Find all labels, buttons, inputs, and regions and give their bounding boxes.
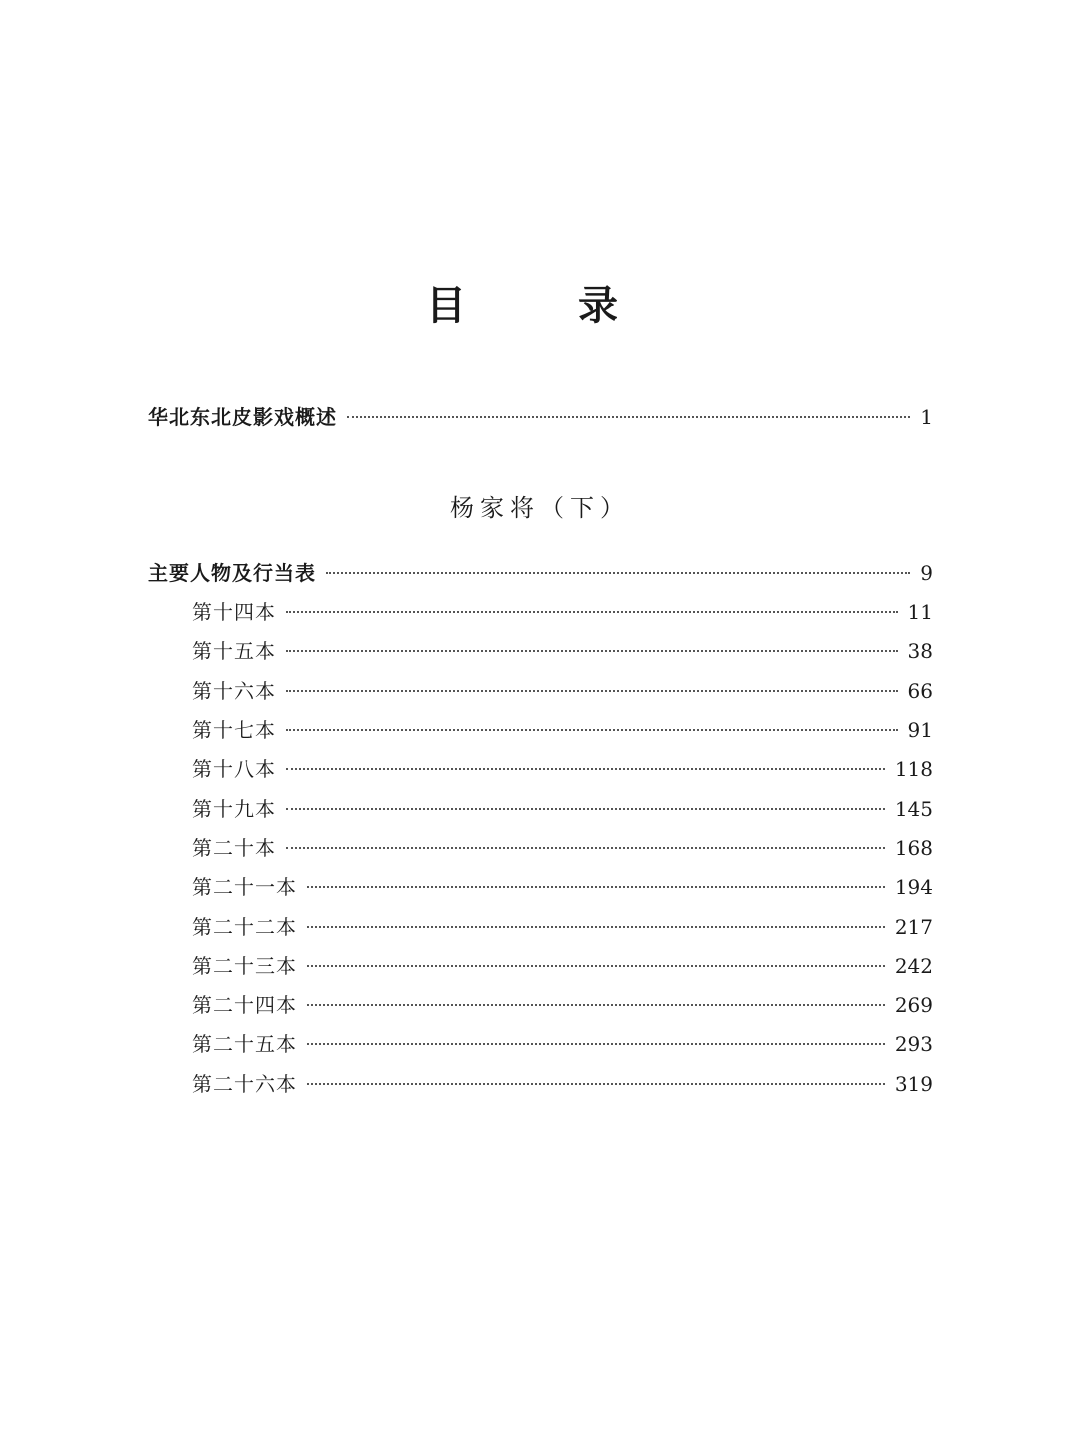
toc-entry-label: 第十九本 — [192, 797, 276, 821]
dot-leader — [326, 572, 910, 574]
toc-entry-chapter[interactable] — [192, 989, 933, 1021]
dot-leader — [286, 847, 885, 849]
toc-page-number: 118 — [894, 757, 933, 781]
page-title: 目 录 — [426, 283, 654, 329]
dot-leader — [307, 886, 885, 888]
toc-entry-label: 华北东北皮影戏概述 — [148, 405, 337, 429]
dot-leader — [286, 729, 898, 731]
toc-entry-chapter[interactable] — [192, 714, 933, 746]
dot-leader — [307, 1004, 885, 1006]
dot-leader — [286, 690, 898, 692]
toc-entry-chapter[interactable] — [192, 911, 933, 943]
toc-page-number: 9 — [920, 561, 933, 585]
dot-leader — [307, 965, 885, 967]
toc-entry-label: 第十七本 — [192, 718, 276, 742]
toc-entry-label: 第二十二本 — [192, 915, 297, 939]
toc-page-number: 217 — [894, 915, 933, 939]
toc-entry-chapter[interactable] — [192, 1028, 933, 1060]
dot-leader — [307, 926, 885, 928]
toc-entry-chapter[interactable] — [192, 1068, 933, 1100]
toc-entry-cast-table[interactable] — [148, 557, 933, 589]
dot-leader — [347, 416, 910, 418]
dot-leader — [286, 768, 885, 770]
toc-entry-label: 第二十一本 — [192, 875, 297, 899]
toc-entry-overview[interactable] — [148, 401, 933, 433]
toc-entry-label: 第二十五本 — [192, 1032, 297, 1056]
toc-page-number: 145 — [894, 797, 933, 821]
toc-page-number: 319 — [894, 1072, 933, 1096]
toc-entry-label: 第二十本 — [192, 836, 276, 860]
toc-page-number: 91 — [907, 718, 933, 742]
toc-page-number: 293 — [894, 1032, 933, 1056]
section-title: 杨家将（下） — [450, 494, 630, 522]
toc-entry-label: 第十八本 — [192, 757, 276, 781]
toc-entry-chapter[interactable] — [192, 793, 933, 825]
dot-leader — [286, 808, 885, 810]
toc-page-number: 194 — [894, 875, 933, 899]
toc-entry-chapter[interactable] — [192, 753, 933, 785]
dot-leader — [307, 1083, 885, 1085]
dot-leader — [286, 611, 898, 613]
toc-page-number: 38 — [907, 639, 933, 663]
toc-page-number: 1 — [920, 405, 933, 429]
toc-entry-label: 第十六本 — [192, 679, 276, 703]
toc-entry-chapter[interactable] — [192, 950, 933, 982]
toc-entry-chapter[interactable] — [192, 871, 933, 903]
toc-entry-label: 第十四本 — [192, 600, 276, 624]
toc-entry-label: 第十五本 — [192, 639, 276, 663]
toc-entry-chapter[interactable] — [192, 675, 933, 707]
toc-entry-chapter[interactable] — [192, 635, 933, 667]
toc-entry-chapter[interactable] — [192, 832, 933, 864]
toc-page-number: 168 — [894, 836, 933, 860]
dot-leader — [286, 650, 898, 652]
toc-entry-label: 主要人物及行当表 — [148, 561, 316, 585]
toc-entry-label: 第二十四本 — [192, 993, 297, 1017]
toc-page-number: 11 — [907, 600, 933, 624]
toc-page-number: 242 — [894, 954, 933, 978]
dot-leader — [307, 1043, 885, 1045]
toc-entry-chapter[interactable] — [192, 596, 933, 628]
toc-page-number: 269 — [894, 993, 933, 1017]
toc-page-number: 66 — [907, 679, 933, 703]
toc-entry-label: 第二十三本 — [192, 954, 297, 978]
toc-entry-label: 第二十六本 — [192, 1072, 297, 1096]
